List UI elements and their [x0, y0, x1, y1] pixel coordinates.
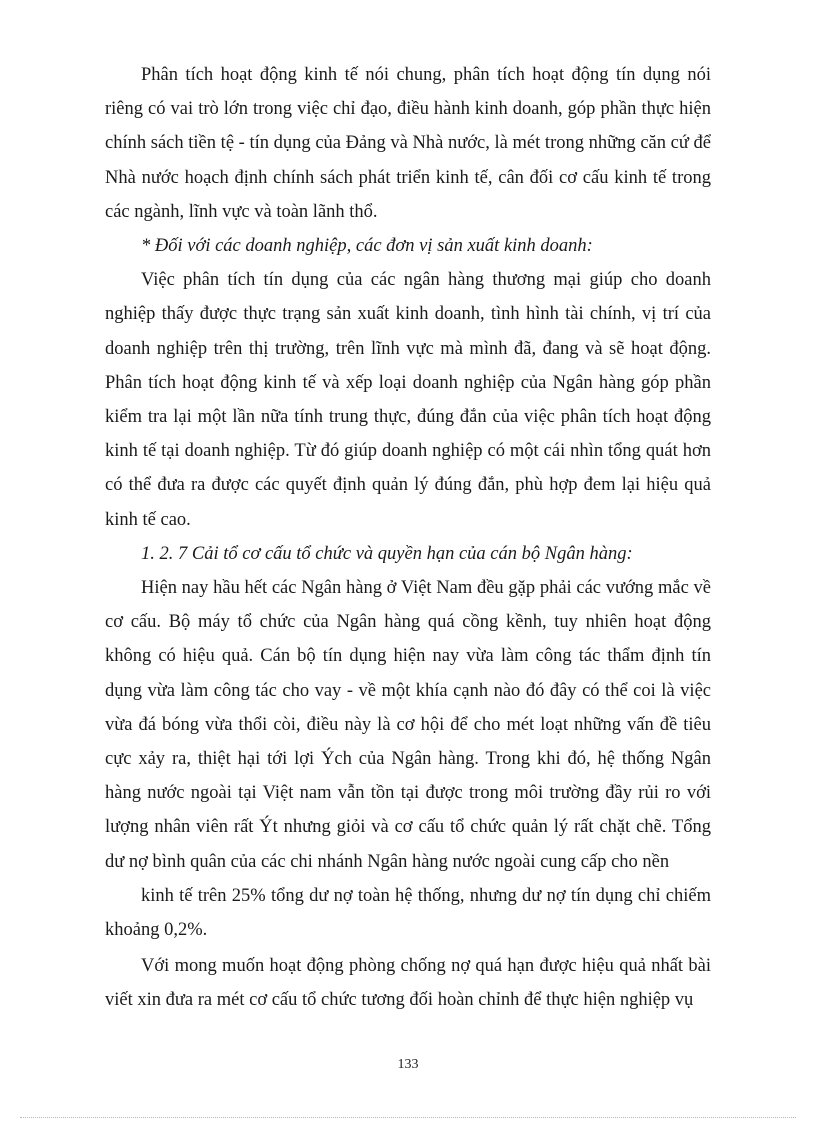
footer-divider [20, 1117, 796, 1118]
paragraph-foreign-bank-share: kinh tế trên 25% tổng dư nợ toàn hệ thống, nhưng dư nợ tín dụng chỉ chiếm khoảng 0,2%. [105, 885, 711, 941]
paragraph-enterprise-benefits: Việc phân tích tín dụng của các ngân hàng thương mại giúp cho doanh nghiệp thấy được thực trạng sản xuất kinh doanh, tình hình tài chính, vị trí của doanh nghiệp trên thị trường, trên lĩnh vực mà mình đã, đang và sẽ hoạt động. Phân tích hoạt động kinh tế và xếp loại doanh nghiệp của Ngân hàng góp phần kiểm tra lại một lần nữa tính trung thực, đúng đắn của việc phân tích hoạt động kinh tế tại doanh nghiệp. Từ đó giúp doanh nghiệp có một cái nhìn tổng quát hơn có thể đưa ra được các quyết định quản lý đúng đắn, phù hợp đem lại hiệu quả kinh tế cao. [105, 270, 711, 530]
paragraph-bank-structure-problems: Hiện nay hầu hết các Ngân hàng ở Việt Nam đều gặp phải các vướng mắc về cơ cấu. Bộ máy tổ chức của Ngân hàng quá cồng kềnh, tuy nhiên hoạt động không có hiệu quả. Cán bộ tín dụng hiện nay vừa làm công tác thẩm định tín dụng vừa làm công tác cho vay - về một khía cạnh nào đó đây có thể coi là việc vừa đá bóng vừa thổi còi, điều này là cơ hội để cho mét loạt những vấn đề tiêu cực xảy ra, thiệt hại tới lợi Ých của Ngân hàng. Trong khi đó, hệ thống Ngân hàng nước ngoài tại Việt nam vẫn tồn tại được trong môi trường đầy rủi ro với lượng nhân viên rất Ýt nhưng giỏi và cơ cấu tổ chức quản lý rất chặt chẽ. Tổng dư nợ bình quân của các chi nhánh Ngân hàng nước ngoài cung cấp cho nền [105, 578, 711, 872]
section-heading-1-2-7: 1. 2. 7 Cải tổ cơ cấu tổ chức và quyền hạn của cán bộ Ngân hàng: [141, 543, 633, 564]
document-body [105, 58, 711, 1018]
heading-for-enterprises: * Đối với các doanh nghiệp, các đơn vị sản xuất kinh doanh: [141, 236, 593, 257]
page-number: 133 [397, 1057, 419, 1072]
paragraph-credit-analysis-role: Phân tích hoạt động kinh tế nói chung, phân tích hoạt động tín dụng nói riêng có vai trò lớn trong việc chỉ đạo, điều hành kinh doanh, góp phần thực hiện chính sách tiền tệ - tín dụng của Đảng và Nhà nước, là mét trong những căn cứ để Nhà nước hoạch định chính sách phát triển kinh tế, cân đối cơ cấu kinh tế trong các ngành, lĩnh vực và toàn lãnh thổ. [105, 65, 711, 222]
paragraph-proposed-structure: Với mong muốn hoạt động phòng chống nợ quá hạn được hiệu quả nhất bài viết xin đưa ra mét cơ cấu tổ chức tương đối hoàn chỉnh để thực hiện nghiệp vụ [105, 956, 711, 1011]
